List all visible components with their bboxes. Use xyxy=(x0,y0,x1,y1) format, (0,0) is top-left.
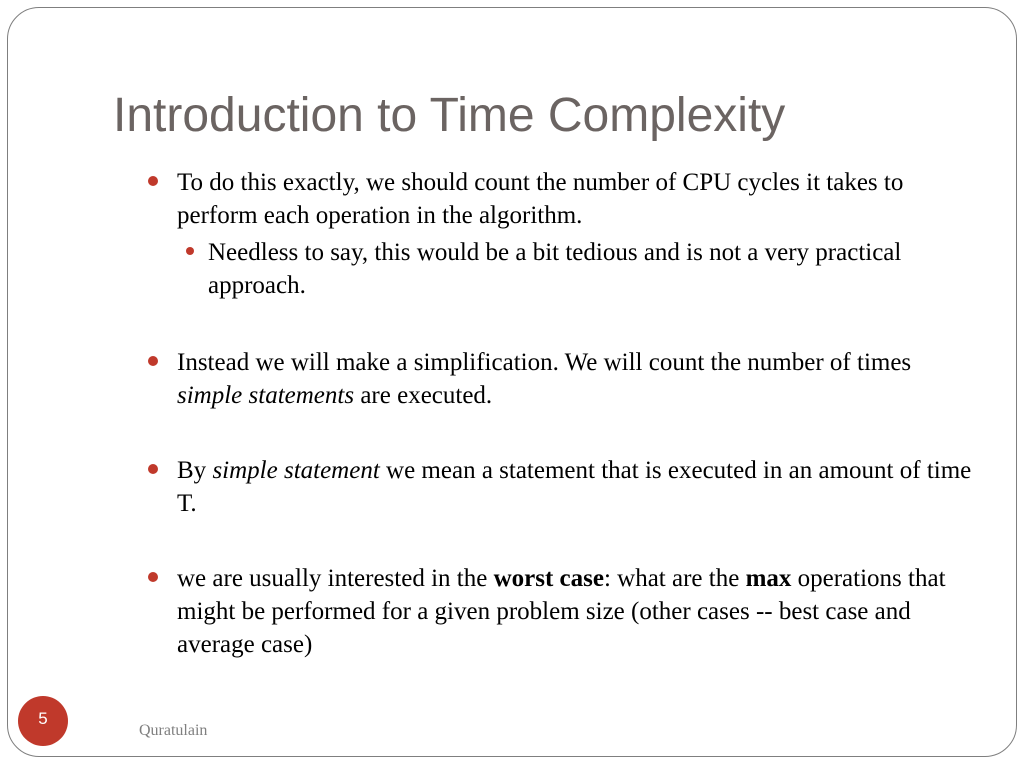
bullet-text-part: Instead we will make a simplification. We will count the number of times xyxy=(177,349,912,376)
bullet-text-part: : what are the xyxy=(603,565,746,592)
footer-author: Quratulain xyxy=(139,722,208,739)
bullet-text-part: we mean a statement that is executed in an amount of time T. xyxy=(177,457,972,517)
slide-title: Introduction to Time Complexity xyxy=(113,89,786,142)
bullet-text-part: are executed. xyxy=(354,382,493,409)
emphasized-term: simple statements xyxy=(177,382,355,409)
bullet-item-1 xyxy=(177,166,977,302)
bold-term: worst case xyxy=(493,565,604,592)
bold-term: max xyxy=(745,565,792,592)
bullet-text-part: we are usually interested in the xyxy=(177,565,494,592)
page-number: 5 xyxy=(38,709,48,728)
bullet-text-part: By xyxy=(177,457,213,484)
emphasized-term: simple statement xyxy=(212,457,380,484)
sub-bullet-list xyxy=(177,236,977,302)
bullet-item-4 xyxy=(177,562,977,661)
bullet-item-2 xyxy=(177,346,977,412)
bullet-text-part: operations that might be performed for a given problem size (other cases -- best case and average case) xyxy=(177,565,946,658)
bullet-text: To do this exactly, we should count the number of CPU cycles it takes to perform each operation in the algorithm. xyxy=(177,169,904,229)
sub-bullet-text: Needless to say, this would be a bit tedious and is not a very practical approach. xyxy=(208,239,902,299)
bullet-list xyxy=(177,166,977,703)
page-number-badge xyxy=(18,696,68,746)
sub-bullet-item-1 xyxy=(208,236,977,302)
bullet-item-3 xyxy=(177,454,977,520)
